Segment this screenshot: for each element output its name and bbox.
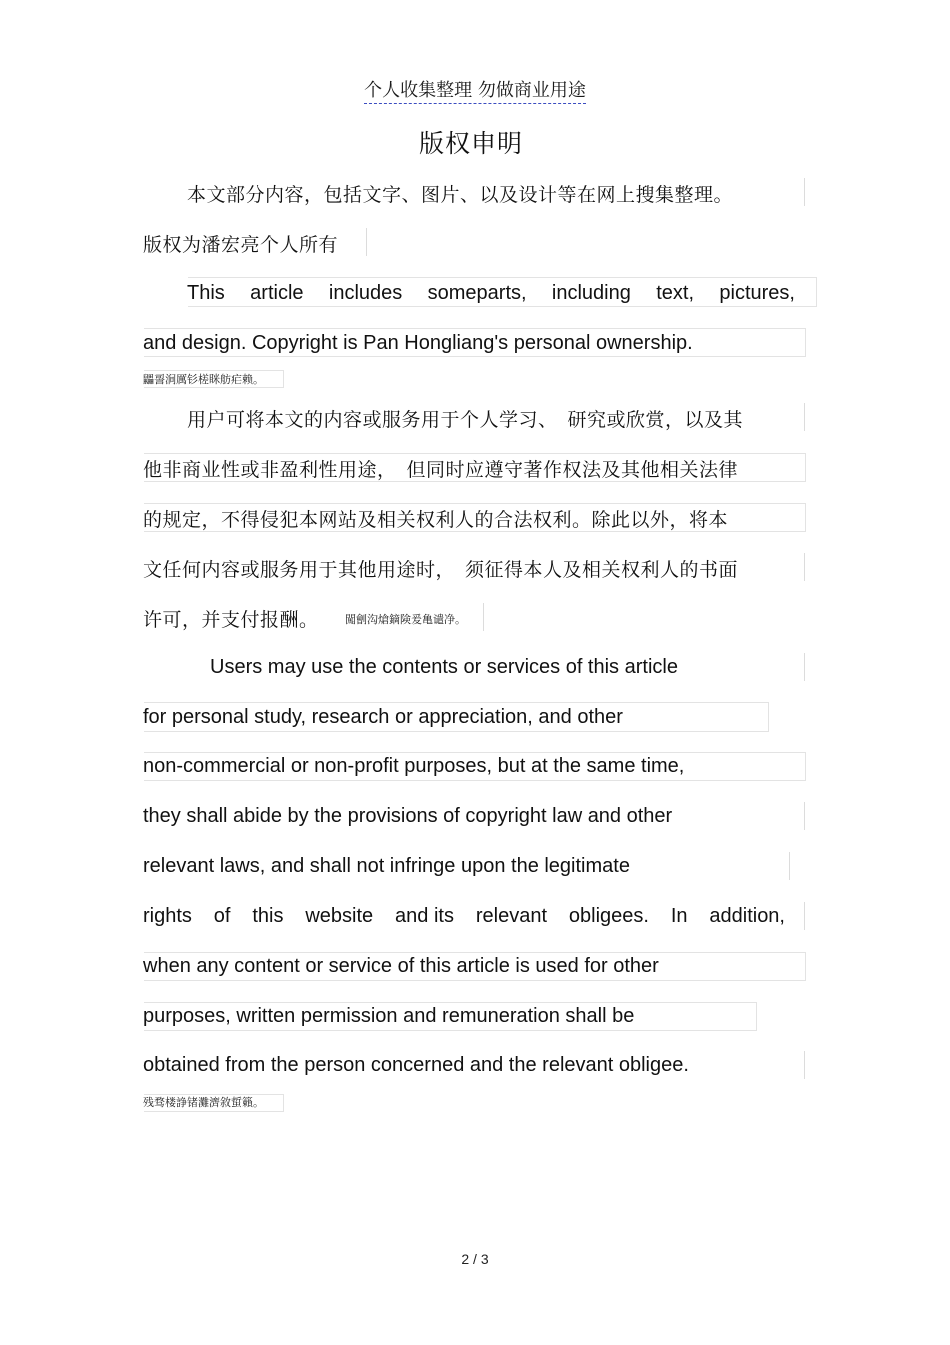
en-p2-line-4: they shall abide by the provisions of copyright law and other: [143, 805, 673, 827]
cn-p1-line-1: 本文部分内容，包括文字、图片、以及设计等在网上搜集整理。: [187, 184, 734, 206]
en-p2-line-3: non-commercial or non-profit purposes, but at the same time,: [143, 755, 685, 777]
word: this: [252, 905, 284, 927]
word: This: [187, 282, 225, 304]
document-title: 版权申明: [418, 129, 523, 158]
garbled-text-2: 闖劊沟熗鏑険爰亀谴净。: [345, 613, 466, 626]
garbled-text-1: 鼺䛐涧厲钐槎眯舫疟赖。: [143, 373, 264, 386]
en-p2-line-5: relevant laws, and shall not infringe upon the legitimate: [143, 855, 630, 877]
word: and its: [395, 905, 454, 927]
word: of: [213, 905, 231, 927]
word: relevant: [475, 905, 547, 927]
en-p2-line-8: purposes, written permission and remuneration shall be: [143, 1005, 635, 1027]
cn-p2-line-5: 许可，并支付报酬。: [143, 609, 319, 631]
en-p1-line-1: [187, 282, 795, 305]
word: obligees.: [568, 905, 649, 927]
word: including: [551, 282, 631, 304]
word: includes: [328, 282, 403, 304]
cn-p2-line-2: 他非商业性或非盈利性用途， 但同时应遵守著作权法及其他相关法律: [143, 459, 739, 481]
word: someparts,: [427, 282, 527, 304]
en-p2-line-1: Users may use the contents or services of this article: [210, 656, 678, 678]
en-p2-line-9: obtained from the person concerned and the relevant obligee.: [143, 1054, 689, 1076]
word: text,: [656, 282, 695, 304]
cn-p2-line-4: 文任何内容或服务用于其他用途时， 须征得本人及相关权利人的书面: [143, 559, 739, 581]
cn-p2-line-3: 的规定，不得侵犯本网站及相关权利人的合法权利。除此以外，将本: [143, 509, 729, 531]
en-p2-line-2: for personal study, research or appreciation, and other: [143, 706, 623, 728]
garbled-text-3: 残骛楼諍锗灘濟敘蜇籟。: [143, 1096, 264, 1109]
cn-p2-line-1: 用户可将本文的内容或服务用于个人学习、 研究或欣赏，以及其: [187, 409, 744, 431]
word: website: [305, 905, 374, 927]
word: rights: [143, 905, 192, 927]
word: addition,: [709, 905, 785, 927]
page-header: [0, 76, 950, 102]
en-p2-line-7: when any content or service of this article is used for other: [143, 955, 659, 977]
en-p1-line-2: and design. Copyright is Pan Hongliang's personal ownership.: [143, 332, 693, 354]
page-number: 2 / 3: [461, 1251, 489, 1267]
header-text: 个人收集整理 勿做商业用途: [364, 80, 586, 104]
en-p2-line-6: [143, 905, 785, 928]
cn-p1-line-2: 版权为潘宏亮个人所有: [143, 234, 339, 256]
word: pictures,: [719, 282, 795, 304]
word: article: [250, 282, 304, 304]
word: In: [670, 905, 688, 927]
